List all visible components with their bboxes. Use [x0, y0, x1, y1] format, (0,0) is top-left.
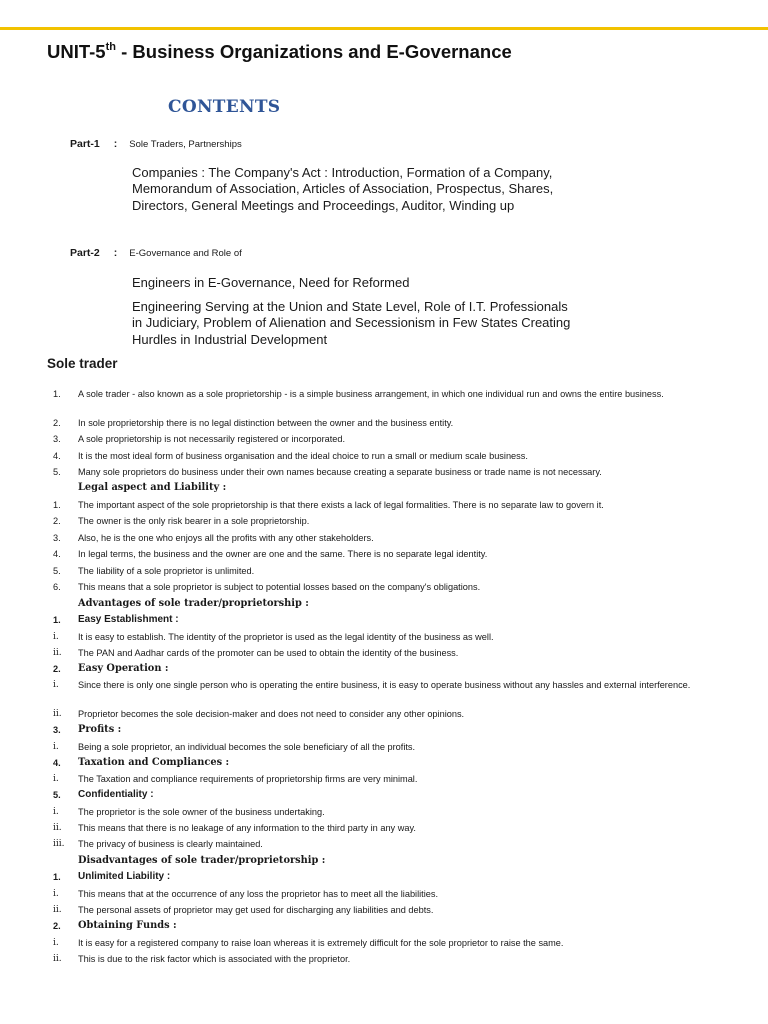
part-1-paragraph: Companies : The Company's Act : Introduction, Formation of a Company, Memorandum of Association, Articles of Association, Prospectus, Shares, Directors, General Meetings and Proceedings, Auditor, Winding up — [132, 165, 554, 213]
top-accent-bar — [0, 27, 768, 30]
page-title: UNIT-5th - Business Organizations and E-Governance — [47, 40, 512, 62]
part-2-paragraph-2: Engineering Serving at the Union and State Level, Role of I.T. Professionals in Judiciary, Problem of Alienation and Secessionism in Few States Creating Hurdles in Industrial Development — [132, 299, 571, 347]
part-2-label: Part-2 : E-Governance and Role of — [70, 247, 242, 259]
sole-trader-heading: Sole trader — [47, 356, 118, 371]
part-2-paragraph-1: Engineers in E-Governance, Need for Reformed — [132, 275, 410, 290]
part-1-label: Part-1 : Sole Traders, Partnerships — [70, 138, 242, 150]
contents-heading: CONTENTS — [168, 97, 281, 117]
